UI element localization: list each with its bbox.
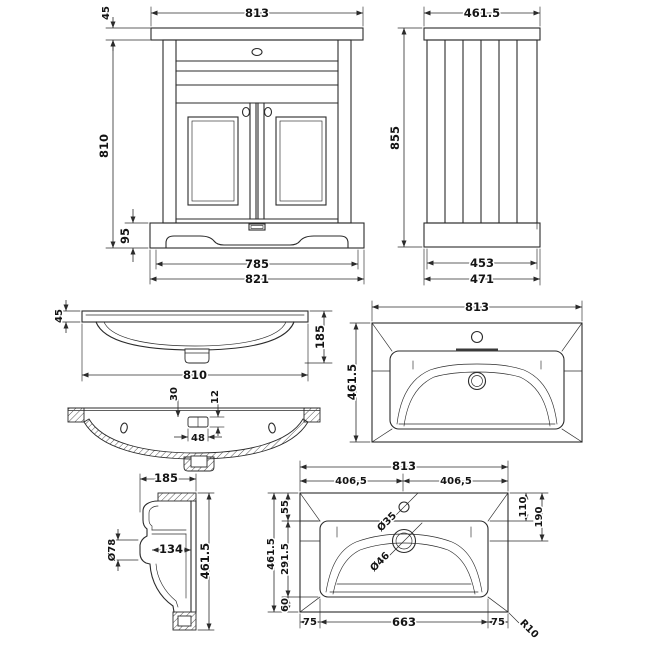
view-vanity-front (97, 6, 364, 286)
dim-bowl-length: 291.5 (280, 543, 291, 575)
door-panel-right (276, 117, 326, 205)
drawer-knob (252, 49, 262, 56)
fixing-hole-right (268, 422, 276, 433)
rim-end-cap-right (304, 408, 320, 422)
basin-front-outline (82, 311, 308, 363)
basin-waste-trap-front (185, 349, 209, 363)
view-basin-plan-detail (266, 459, 548, 641)
dim-vanity-carcass-width: 785 (244, 257, 270, 271)
basin-detail-outline (300, 493, 508, 612)
dim-waste-centre: 190 (534, 506, 545, 528)
dim-basin-detail-depth: 461.5 (266, 538, 277, 570)
dim-vanity-side-height: 855 (388, 125, 402, 151)
vanity-worktop-front (151, 28, 363, 40)
dim-basin-section-height: 461.5 (198, 542, 212, 580)
rim-end-cap-left (68, 408, 84, 422)
fixing-hole-left (120, 422, 128, 433)
door-knob-left (243, 108, 250, 117)
dim-waste-diameter-side: Ø78 (107, 538, 118, 562)
dim-basin-detail-half-left: 406,5 (335, 476, 367, 487)
dim-vanity-plinth-height: 95 (118, 227, 132, 245)
dim-slot-offset: 30 (169, 387, 180, 401)
vanity-carcass-front (163, 40, 351, 223)
vanity-front-outline (150, 28, 364, 248)
view-basin-plan (345, 300, 582, 442)
dim-slot-height: 12 (210, 390, 221, 404)
vanity-carcass-side (427, 40, 537, 223)
dim-vanity-worktop-width: 813 (244, 6, 270, 20)
plinth-fixing-plate (249, 224, 265, 230)
basin-side-section-outline (140, 493, 196, 630)
basin-rim-front (82, 311, 308, 322)
dim-margin-right: 75 (491, 617, 505, 628)
view-basin-side-section (106, 471, 214, 630)
waste-hole-outer (469, 373, 486, 390)
dim-corner-radius: R10 (517, 617, 541, 641)
dim-bowl-to-front: 60 (280, 598, 291, 612)
dim-vanity-worktop-thickness: 45 (101, 6, 112, 20)
dim-top-to-bowl: 55 (280, 500, 291, 514)
vanity-side-outline (424, 28, 540, 247)
tap-hole (472, 332, 483, 343)
dim-tap-hole-diameter: Ø35 (375, 510, 400, 535)
dim-basin-section-depth: 185 (153, 471, 179, 485)
dim-vanity-overall-width: 821 (244, 272, 270, 286)
view-vanity-side (388, 6, 540, 286)
dim-basin-front-depth: 185 (313, 324, 327, 350)
dim-vanity-height: 810 (97, 133, 111, 159)
door-panel-left (188, 117, 238, 205)
dim-basin-plan-width: 813 (464, 300, 490, 314)
dim-basin-front-width: 810 (182, 368, 208, 382)
door-knob-right (265, 108, 272, 117)
view-basin-section (68, 387, 320, 471)
vanity-worktop-side (424, 28, 540, 40)
basin-detail-bowl-rim (320, 521, 488, 597)
waste-hole-inner (472, 376, 483, 387)
dim-basin-inner-depth: 134 (158, 542, 184, 556)
vanity-side-dimension-lines (398, 7, 540, 285)
vanity-plinth-side (424, 223, 540, 247)
dim-vanity-carcass-depth: 453 (469, 256, 495, 270)
dim-waste-hole-diameter: Ø46 (368, 550, 393, 575)
dim-basin-rim-thickness: 45 (54, 309, 65, 323)
dim-slot-width: 48 (191, 433, 205, 444)
basin-plan-dimension-lines (350, 301, 582, 442)
rim-cut-top (158, 493, 196, 501)
dim-basin-plan-depth: 461.5 (345, 363, 359, 401)
dim-margin-left: 75 (303, 617, 317, 628)
basin-detail-dimension-lines-sides (268, 493, 548, 612)
dim-basin-detail-width: 813 (391, 459, 417, 473)
dim-vanity-worktop-depth: 461.5 (463, 6, 501, 20)
vanity-front-dimension-lines (106, 7, 364, 284)
dim-vanity-overall-depth: 471 (469, 272, 495, 286)
basin-plan-outline (372, 323, 582, 442)
view-basin-front (54, 300, 332, 382)
dim-basin-detail-half-right: 406,5 (440, 476, 472, 487)
dim-tap-centre: 110 (518, 496, 529, 518)
dim-bowl-width: 663 (391, 615, 417, 629)
